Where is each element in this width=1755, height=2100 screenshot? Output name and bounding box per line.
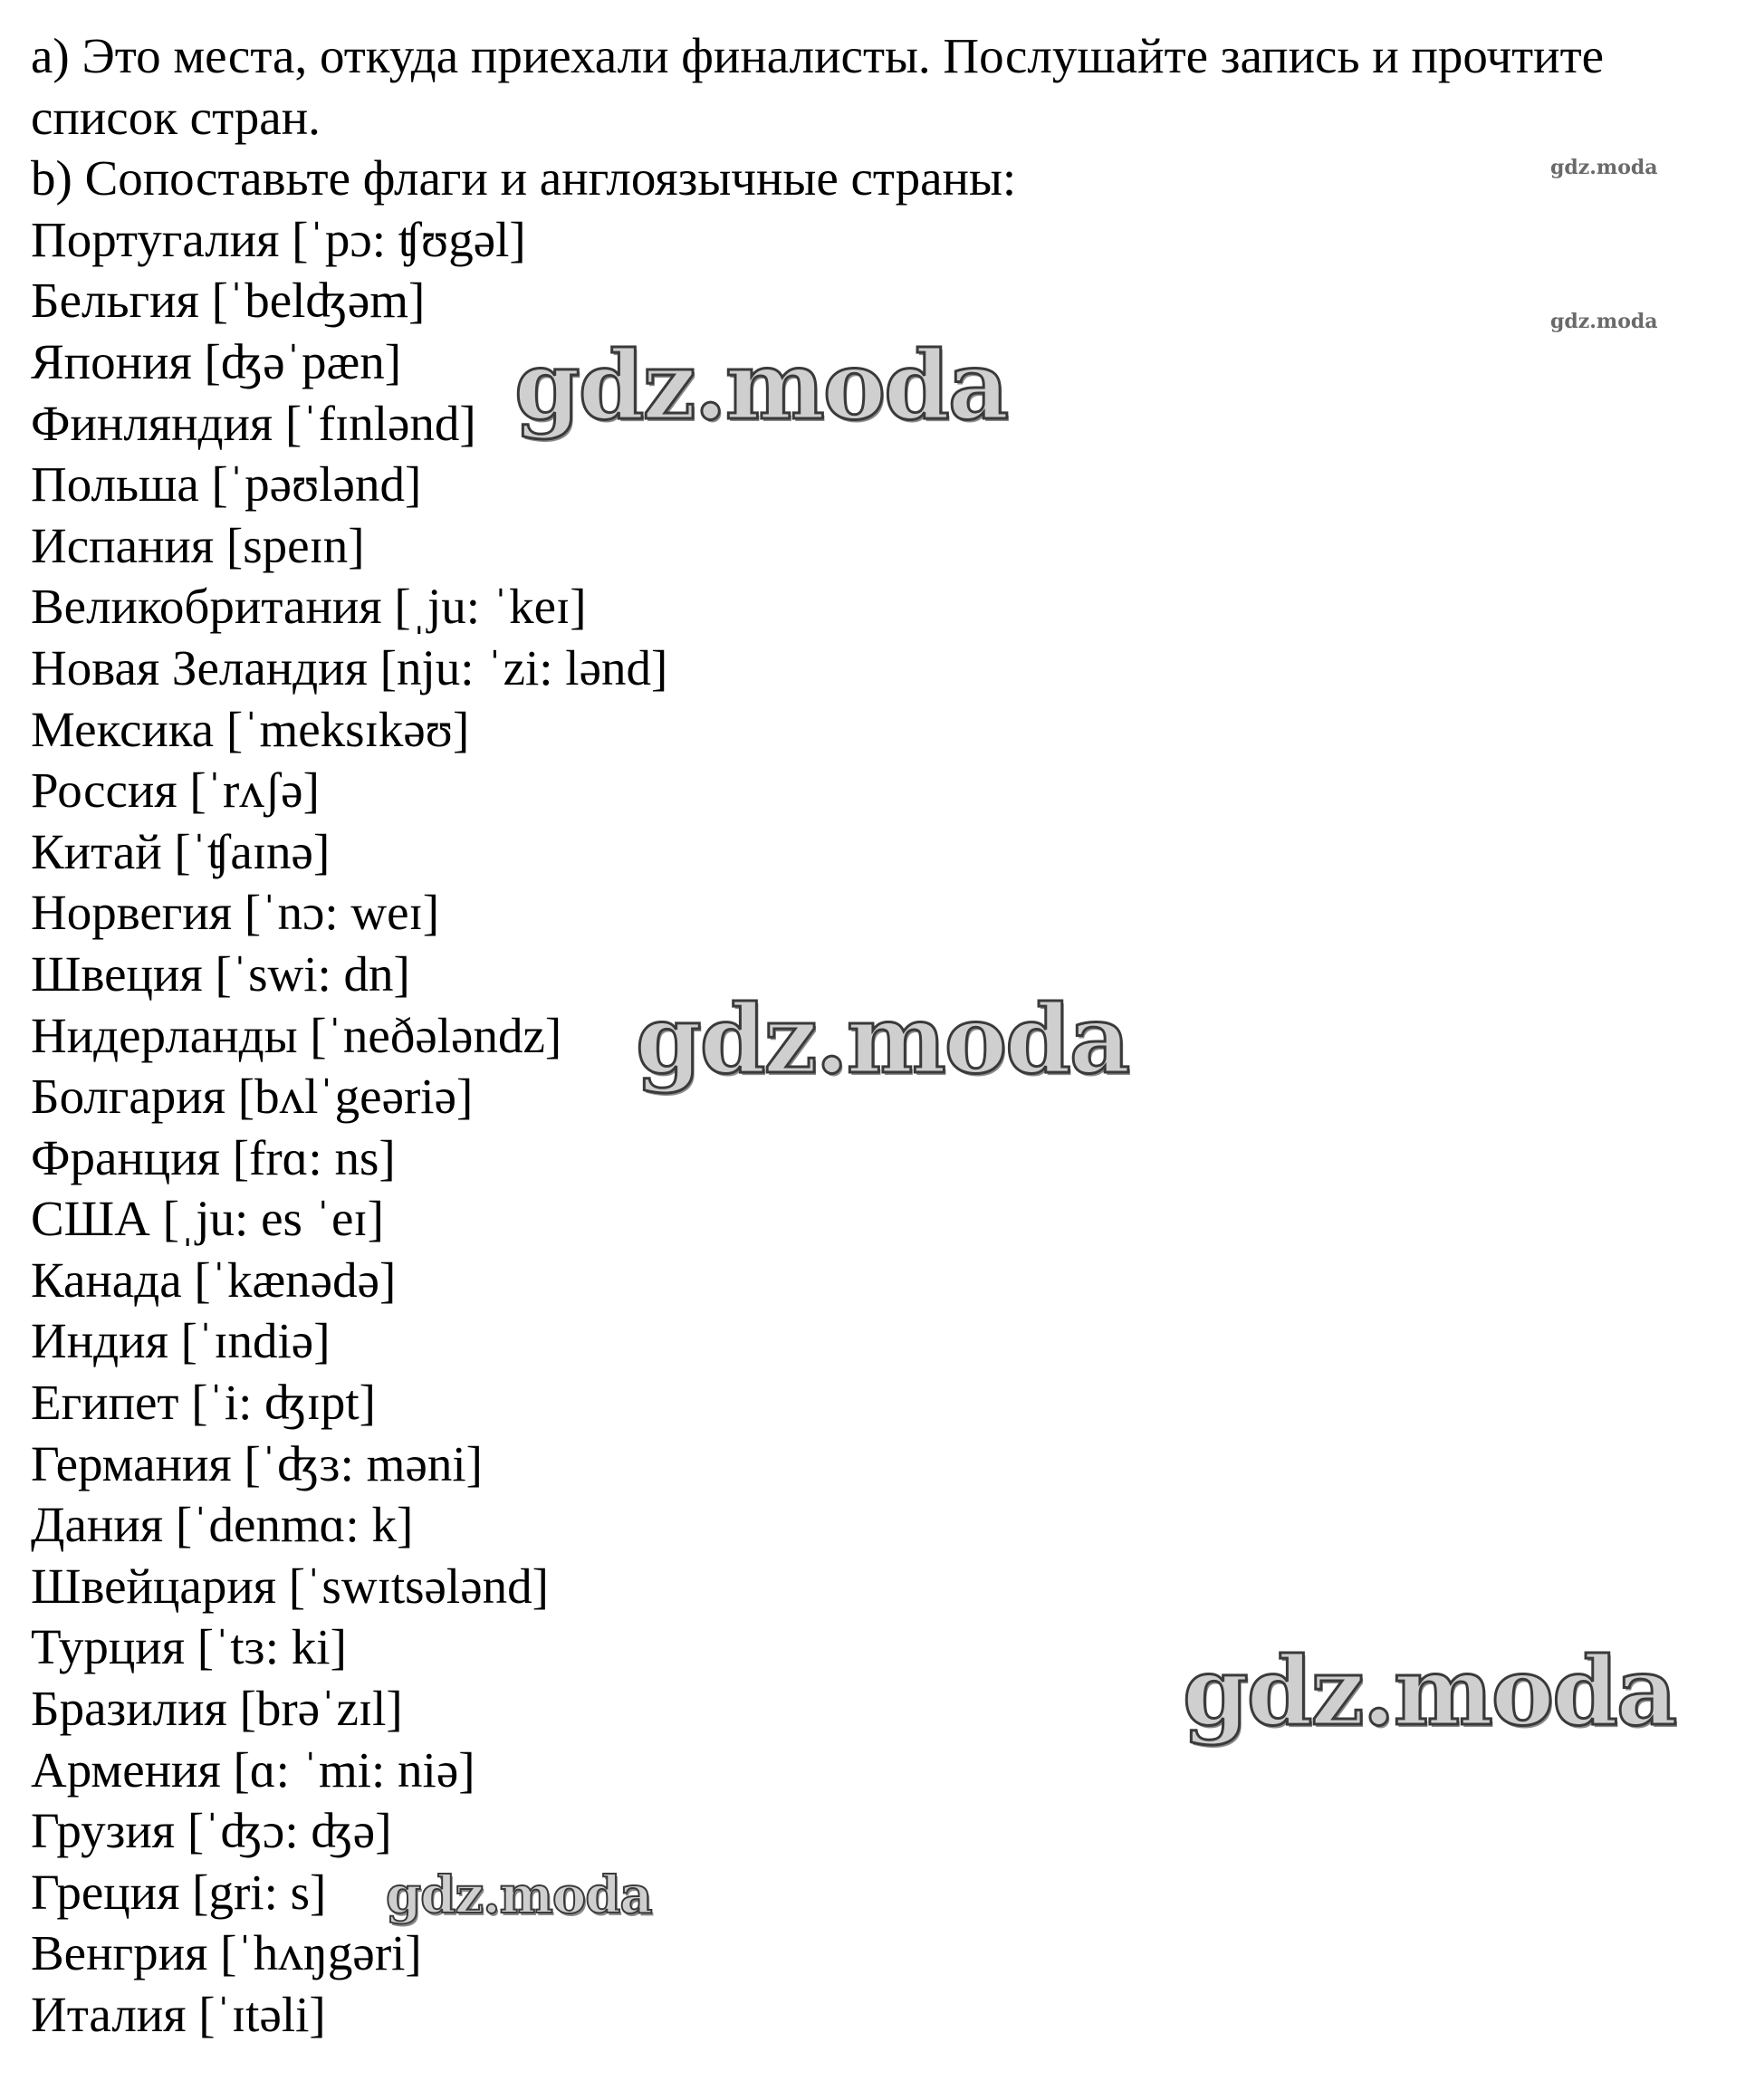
country-item: Германия [ˈʤɜ: məni] (31, 1435, 483, 1491)
country-item: Армения [ɑ: ˈmi: niə] (31, 1741, 475, 1798)
country-item: Италия [ˈɪtəli] (31, 1987, 326, 2042)
country-item: Турция [ˈtɜ: ki] (31, 1619, 347, 1675)
country-item: Финляндия [ˈfɪnlənd] (31, 395, 476, 451)
country-item: Канада [ˈkænədə] (31, 1251, 397, 1308)
country-item: Швейцария [ˈswɪtsələnd] (31, 1558, 549, 1614)
instruction-a-line-2: список стран. (31, 89, 321, 145)
exercise-text (31, 25, 1733, 2046)
watermark-large-1: gdz.moda (514, 330, 1008, 441)
country-item: Нидерланды [ˈneðələndz] (31, 1007, 562, 1063)
country-item: Грузия [ˈʤɔ: ʤə] (31, 1803, 392, 1859)
country-item: Португалия [ˈpɔ: ʧʊgəl] (31, 211, 526, 267)
country-item: США [ˌju: es ˈeɪ] (31, 1191, 384, 1247)
watermark-small-top: gdz.moda (1550, 156, 1658, 179)
country-item: Норвегия [ˈnɔ: weɪ] (31, 885, 440, 941)
watermark-small-second: gdz.moda (1550, 310, 1658, 333)
watermark-medium: gdz.moda (386, 1865, 652, 1925)
country-item: Швеция [ˈswi: dn] (31, 945, 410, 1002)
country-item: Болгария [bʌlˈgeəriə] (31, 1069, 474, 1125)
country-item: Япония [ʤəˈpæn] (31, 333, 402, 389)
country-item: Франция [frɑ: ns] (31, 1129, 396, 1185)
country-item: Бельгия [ˈbelʤəm] (31, 273, 426, 329)
instruction-a-line-1: a) Это места, откуда приехали финалисты. Послушайте запись и прочтите (31, 28, 1605, 83)
watermark-large-3: gdz.moda (1183, 1635, 1676, 1747)
country-item: Дания [ˈdenmɑ: k] (31, 1497, 414, 1553)
country-item: Польша [ˈpəʊlənd] (31, 456, 422, 513)
country-item: Венгрия [ˈhʌŋgəri] (31, 1925, 422, 1981)
country-item: Россия [ˈrʌʃə] (31, 762, 320, 819)
country-item: Египет [ˈi: ʤɪpt] (31, 1375, 376, 1431)
country-item: Великобритания [ˌju: ˈkeɪ] (31, 579, 587, 635)
country-item: Греция [gri: s] (31, 1864, 327, 1920)
country-item: Испания [speɪn] (31, 517, 365, 573)
instruction-b: b) Сопоставьте флаги и англоязычные страны: (31, 150, 1017, 206)
country-item: Новая Зеландия [nju: ˈzi: lənd] (31, 639, 668, 695)
country-item: Китай [ˈʧaɪnə] (31, 823, 331, 879)
country-item: Мексика [ˈmeksɪkəʊ] (31, 701, 470, 757)
country-item: Бразилия [brəˈzɪl] (31, 1681, 403, 1737)
country-item: Индия [ˈɪndiə] (31, 1313, 331, 1369)
watermark-large-2: gdz.moda (636, 983, 1129, 1095)
country-list (31, 209, 1733, 2046)
